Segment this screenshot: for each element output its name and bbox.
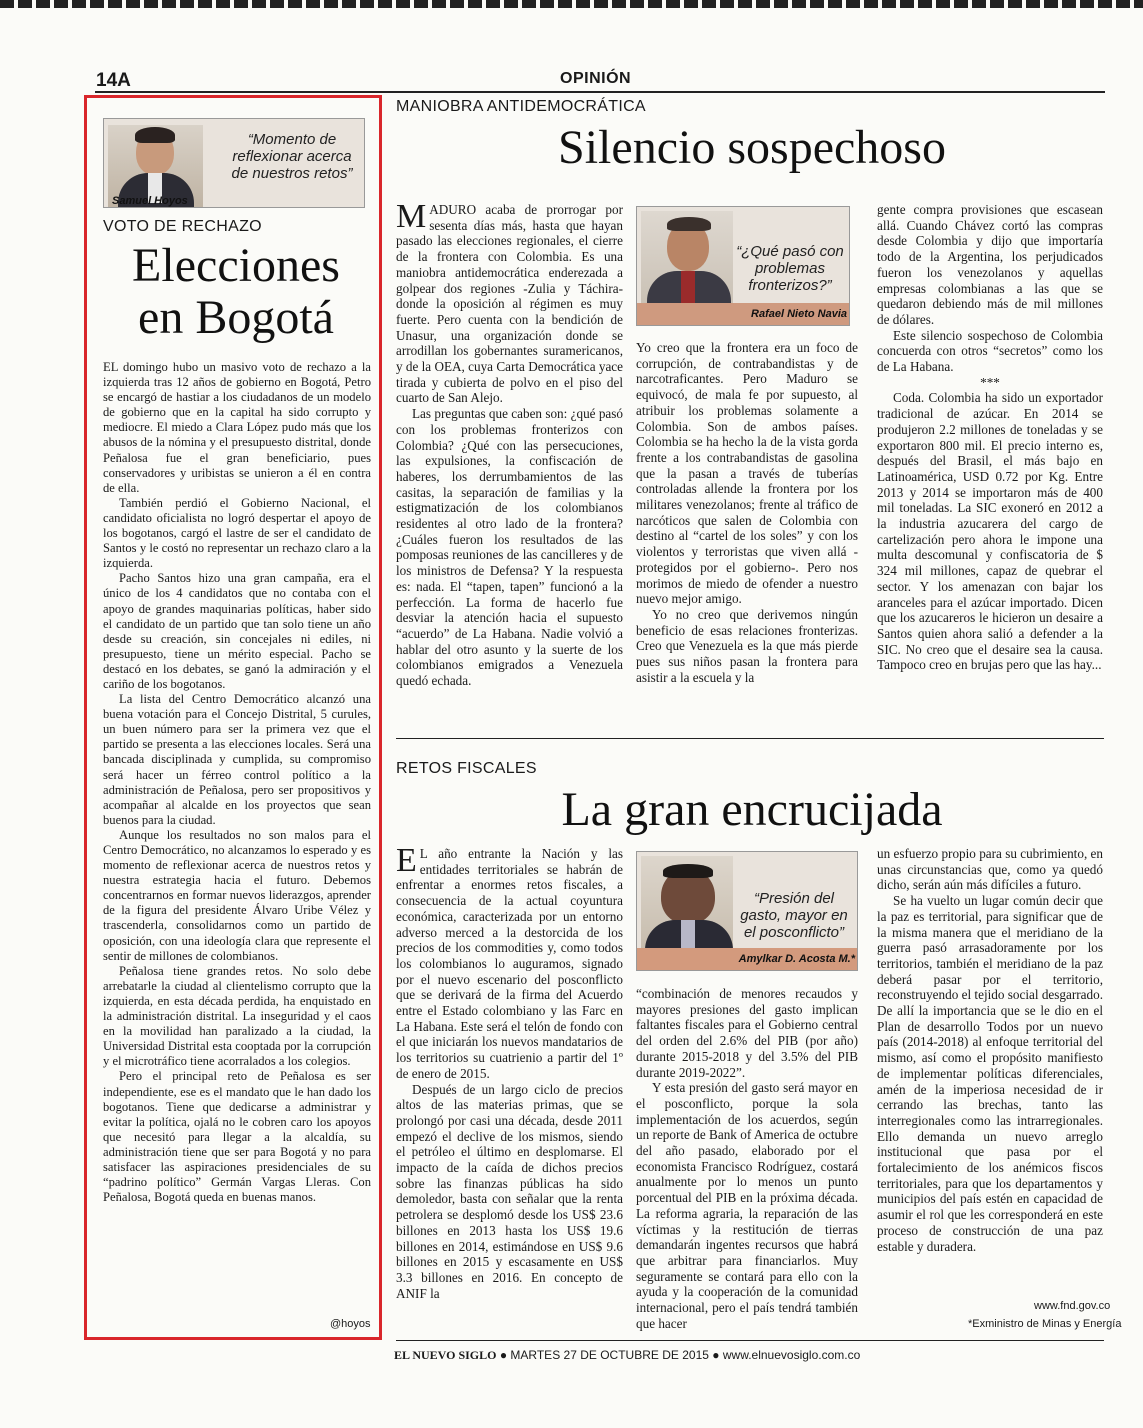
article-column [636, 986, 858, 1331]
paragraph: Aunque los resultados no son malos para el Centro Democrático, no alcanzamos lo esperado y es momento de reflexionar acerca de nuestros retos y nuestra estrategia hacia el futuro. Debemos concentrarnos en formar nuevos liderazgos, aprender de la figura del presidente Álvaro Uribe Vélez y trascenderla, consolidarnos como un partido de oposición, con una ideología clara que represente el sentir de millones de colombianos. [103, 827, 371, 963]
author-name: Rafael Nieto Navia [751, 308, 847, 320]
paragraph: un esfuerzo propio para su cubrimiento, en unas circunstancias que, como ya quedó dicho, serán aún más difíciles a futuro. [877, 846, 1103, 893]
paragraph: Se ha vuelto un lugar común decir que la paz es territorial, para significar que de la misma manera que el meridiano de la guerra pasó arrasadoramente por los territorios, también el meridiano de la paz deberá pasar por el territorio, reconstruyendo el tejido social desgarrado. De allí la importancia que se le dio en el Plan de desarrollo Todos por un nuevo país (2014-2018) al enfoque territorial del mismo, así como el propósito manifiesto de implementar políticas diferenciales, amén de la imperiosa necesidad de ir cerrando las brechas, tanto las interregionales como las intrarregionales. Ello demanda un nuevo arreglo institucional que pasa por el fortalecimiento de los anémicos fiscos territoriales, para que los departamentos y municipios del país estén en capacidad de asumir el rol que les corresponderá en este proceso de construcción de una paz estable y duradera. [877, 893, 1103, 1254]
article-body [103, 360, 371, 1205]
article-divider [396, 738, 1104, 739]
paragraph: Y esta presión del gasto será mayor en el posconflicto, porque la sola implementación de los acuerdos, según un reporte de Bank of America de octubre del año pasado, elaborado por el economista Francisco Rodríguez, costará anualmente por lo menos un punto porcentual del PIB en la próxima década. La reforma agraria, la reparación de las víctimas y la restitución de tierras demandarán ingentes recursos que habrá que arbitrar para financiarlos. Muy seguramente se contará para ello con la ayuda y la cooperación de la comunidad internacional, pero el país tendrá también que hacer [636, 1080, 858, 1331]
signature: @hoyos [330, 1318, 371, 1330]
footer-rule [396, 1340, 1104, 1341]
article-column [396, 842, 623, 1301]
paragraph: MADURO acaba de prorrogar por sesenta días más, hasta que hayan pasado las elecciones regionales, el cierre de la frontera con Colombia. Es una maniobra antidemocrática enderezada a golpear dos regiones -Zulia y Táchira- donde la oposición al régimen es muy fuerte. Pero cuenta con la bendición de Unasur, una organización donde se arrodillan los gobernantes suramericanos, y de la OEA, cuya Carta Democrática yace tirada y cubierta de polvo en el piso del cuarto de San Alejo. [396, 198, 624, 406]
paragraph: gente compra provisiones que escasean allá. Cuando Chávez cortó las compras desde Colombia y dijo que importaría todo de la Argentina, los perjudicados fueron los venezolanos y aquellas empresas colombianas a las que se quedaron debiendo más de mil millones de dólares. [877, 202, 1103, 327]
kicker: VOTO DE RECHAZO [103, 218, 262, 235]
paragraph: La lista del Centro Democrático alcanzó una buena votación para el Concejo Distrital, 5 curules, un buen número para ser la primera vez que el partido se presenta a las elecciones locales. Será una bancada disciplinada y cumplida, su compromiso será hacer un férreo control político a la administración de Peñalosa, pero ser propositivos y acompañar al alcalde en los proyectos que sean buenos para la ciudad. [103, 692, 371, 827]
header-rule [95, 91, 1105, 93]
paragraph: Peñalosa tiene grandes retos. No solo debe arrebatarle la ciudad al clientelismo corrupto que la izquierda, en esta década perdida, ha enquistado en la administración distrital. La inseguridad y el caos en la movilidad han paralizado a la ciudad, la Universidad Distrital esta cooptada por la corrupción y el microtráfico tiene acorralados a los colegios. [103, 963, 371, 1069]
author-box-acosta [636, 851, 858, 971]
headline: Silencio sospechoso [558, 121, 946, 174]
paragraph: EL domingo hubo un masivo voto de rechazo a la izquierda tras 12 años de gobierno en Bogotá, Petro se encargó de hastiar a los ciudadanos de un modelo de gobierno que en la capital ha sido corrupto y mediocre. El miedo a Clara López pudo más que los abusos de la nómina y el presupuesto distrital, donde Peñalosa fue el gran beneficiario, pues conservadores y uribistas se unieron a él en contra de ella. [103, 360, 371, 495]
paragraph: Pero el principal reto de Peñalosa es ser independiente, ese es el mandato que le han dado los bogotanos. Tiene que dedicarse a administrar y evitar la política, ojalá no le cobren caro los apoyos que necesitó para llegar a la alcaldía, su administración tiene que ser para Bogotá y no para satisfacer las aspiraciones presidenciales de su “padrino político” Germán Vargas Lleras. Con Peñalosa, Bogotá queda en buenas manos. [103, 1069, 371, 1205]
paragraph: *** [980, 374, 1000, 390]
author-name: Samuel Hoyos [112, 195, 188, 207]
paragraph: Pacho Santos hizo una gran campaña, era el único de los 4 candidatos que no contaba con el apoyo de grandes maquinarias políticas, haber sido el candidato de un partido que tan solo tiene un año desde su creación, sin concejales ni ediles, ni presupuesto, tiene un mérito especial. Pacho se destacó en los debates, se ganó la admiración y el cariño de los bogotanos. [103, 571, 371, 691]
pull-quote: “Momento de reflexionar acerca de nuestros retos” [231, 131, 353, 182]
author-name: Amylkar D. Acosta M.* [738, 953, 855, 965]
kicker: MANIOBRA ANTIDEMOCRÁTICA [396, 98, 646, 115]
author-website: www.fnd.gov.co [1034, 1300, 1111, 1312]
section-title: OPINIÓN [560, 70, 632, 87]
author-box-hoyos [103, 118, 365, 208]
paragraph: Después de un largo ciclo de precios altos de las materias primas, que se prolongó por casi una década, desde 2011 empezó el declive de los mismos, siendo el petróleo el último en desplomarse. El impacto de la caída de dichos precios sobre las finanzas públicas ha sido demoledor, basta con señalar que la renta petrolera se desplomó desde los US$ 23.6 billones en 2013 hasta los US$ 19.6 billones en 2014, estimándose en US$ 9.6 billones en 2015 y escasamente en US$ 3.3 billones en 2016. En concepto de ANIF la [396, 1081, 623, 1301]
headline: Elecciones en Bogotá [132, 239, 340, 344]
footer-website: www.elnuevosiglo.com.co [722, 1348, 861, 1362]
article-column [636, 340, 858, 685]
page-number: 14A [96, 70, 131, 91]
pull-quote: “Presión del gasto, mayor en el posconflicto” [740, 890, 848, 941]
bullet-icon: ● [499, 1348, 511, 1362]
footer-date: MARTES 27 DE OCTUBRE DE 2015 [510, 1348, 709, 1362]
headline: La gran encrucijada [561, 783, 943, 836]
paragraph: Las preguntas que caben son: ¿qué pasó con los problemas fronterizos con Colombia? ¿Qué con las persecuciones, las expulsiones, la confiscación de haberes, los derrumbamientos de las casitas, la separación de familias y la estigmatización de los colombianos residentes al otro lado de la frontera? ¿Cuáles fueron los resultados de las pomposas reuniones de las cancilleres y de los ministros de Defensa? Y la respuesta es: nada. El “tapen, tapen” funcionó a la perfección. La forma de hacerlo fue desviar la atención hacia el supuesto “acuerdo” de La Habana. Nadie volvió a hablar del otro asunto y la suerte de los colombianos emigrados a Venezuela quedó echada. [396, 406, 623, 689]
author-box-nieto [636, 206, 850, 326]
top-border [0, 0, 1143, 8]
paragraph: Yo creo que la frontera era un foco de corrupción, de contrabandistas y de narcotraficantes. Pero Maduro se equivocó, de mala fe por supuesto, al atribuir los problemas solamente a Colombia. Son de ambos países. Colombia se ha hecho la de la vista gorda frente a los contrabandistas de gasolina que la pasan a través de tuberías controladas allende la frontera por los militares venezolanos; frente al tráfico de narcóticos que salen de Colombia con destino al “cartel de los soles” y con los violentos y terroristas que viven allá -protegidos por el gobierno-. Pero nos morimos de miedo de ofender a nuestro nuevo mejor amigo. [636, 340, 858, 607]
paragraph: Coda. Colombia ha sido un exportador tradicional de azúcar. En 2014 se produjeron 2.2 millones de toneladas y se exportaron 800 mil. El precio interno es, después del Brasil, el más bajo en Latinoamérica, USD 0.72 por Kg. Entre 2013 y 2014 se importaron más de 400 mil toneladas. La SIC exoneró en 2012 a la industria azucarera del cargo de cartelización pero ahora le impone una multa descomunal y confiscatoria de $ 324 mil millones, capaz de quebrar el sector. Y los amenazan con bajar los aranceles para el azúcar importado. Dicen que los azucareros le hicieron un desaire a Santos quien ahora salió a defender a la SIC. No creo que el desaire sea la causa. Tampoco creo en brujas pero que las hay... [877, 390, 1103, 673]
drop-cap: E [396, 842, 417, 879]
kicker: RETOS FISCALES [396, 760, 537, 777]
article-column [877, 846, 1103, 1254]
bullet-icon: ● [712, 1348, 723, 1362]
article-column [396, 198, 624, 689]
paragraph: También perdió el Gobierno Nacional, el candidato oficialista no logró despertar el apoyo de los bogotanos, cargó el lastre de ser el candidato de Santos y le costó no representar un rechazo claro a la izquierda. [103, 495, 371, 571]
article-column [877, 202, 1103, 673]
paragraph: Este silencio sospechoso de Colombia concuerda con otros “secretos” como los de La Habana. [877, 327, 1103, 375]
author-footnote: *Exministro de Minas y Energía [968, 1318, 1122, 1330]
brand-logo: EL NUEVO SIGLO [394, 1348, 497, 1362]
footer [394, 1348, 860, 1363]
paragraph: Yo no creo que derivemos ningún beneficio de esas relaciones fronterizas. Creo que Venezuela es la que más pierde pues sus niños pasan la frontera para asistir a la escuela y la [636, 606, 858, 685]
paragraph: “combinación de menores recaudos y mayores presiones del gasto implican faltantes fiscales para el Gobierno central del orden del 2.6% del PIB (por año) durante 2015-2018 y del 3.5% del PIB durante 2019-2022”. [636, 986, 858, 1080]
paragraph: E L año entrante la Nación y las entidades territoriales se habrán de enfrentar a enormes retos fiscales, a consecuencia de la actual coyuntura económica, caracterizada por un entorno adverso merced a la destorcida de los precios de los commodities y, como todos los colombianos lo auguramos, signado por el nuevo escenario del posconflicto que se derivará de la firma del Acuerdo entre el Estado colombiano y las Farc en La Habana. Este será el telón de fondo con el que iniciarán los nuevos mandatarios de los territorios su cuatrienio a partir del 1º de enero de 2015. [396, 842, 623, 1081]
drop-cap: M [396, 198, 427, 235]
pull-quote: “¿Qué pasó con problemas fronterizos?” [736, 243, 844, 294]
